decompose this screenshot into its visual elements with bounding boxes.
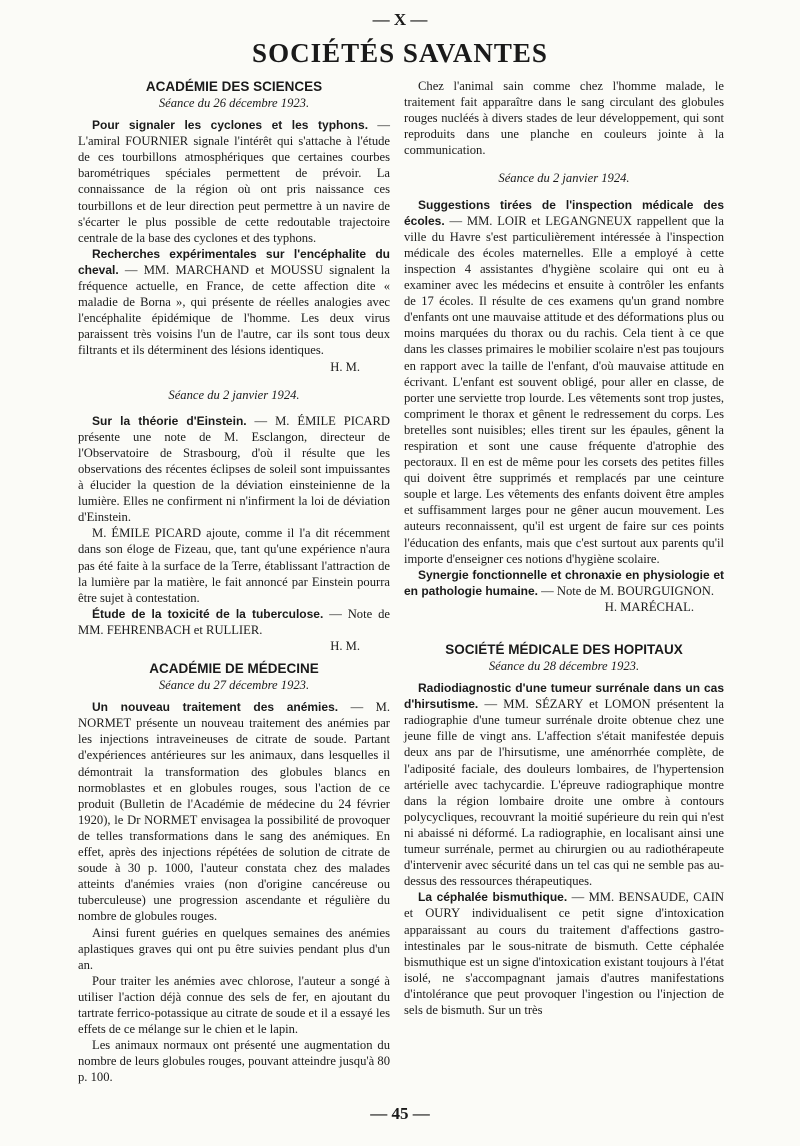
article-title: Suggestions tirées de l'inspection médicale des écoles.: [404, 197, 724, 228]
roman-page-number: — X —: [372, 10, 428, 29]
article-cephalee: [404, 889, 724, 1018]
article-radiodiagnostic: [404, 680, 724, 889]
left-column: [78, 78, 390, 1085]
right-column: [404, 78, 724, 1018]
article-body: — M. ÉMILE PICARD présente une note de M. Esclangon, directeur de l'Observatoire de Strasbourg, d'où il résulte que les observations des récentes éclipses de soleil sont impuissantes à élucider la question de la déviation einsteinienne de la lumière. Elles ne confirment ni n'infirment la loi de déviation d'Einstein.: [78, 413, 390, 525]
article-ecoles: [404, 197, 724, 567]
page-number: — 45 —: [370, 1104, 430, 1123]
section-heading-academie-sciences: ACADÉMIE DES SCIENCES: [145, 79, 323, 94]
article-body: — MM. BENSAUDE, CAIN et OURY individualisent ce petit signe d'intoxication apparaissant au cours du traitement d'affections gastro-intestinales par le sous-nitrate de bismuth. Cette céphalée bismuthique est un signe d'intoxication existant toujours à l'état isolé, ne s'accompagnant jamais d'autres manifestations d'intolérance que peut provoquer l'ingestion ou l'injection de sels de bismuth. Sur un très: [404, 890, 724, 1017]
article-title: Un nouveau traitement des anémies.: [92, 700, 339, 715]
article-title: Pour signaler les cyclones et les typhons.: [92, 118, 369, 133]
article-body: — Note de M. BOURGUIGNON.: [538, 583, 714, 598]
signature: H. M.: [330, 359, 360, 374]
article-body: — M. NORMET présente un nouveau traitement des anémies par les injections intraveineuses de citrate de soude. Partant d'expériences antérieures sur les animaux, dans lesquelles il démontrait la transformation des globules blancs en normoblastes et en globules rouges, sous l'action de ce produit (Bulletin de l'Académie de médecine du 24 février 1920), le Dr NORMET envisagea la possibilité de provoquer de telles transformations dans le sang des anémiques. En effet, après des injections répétées de solution de citrate de soude à 30 p. 1000, l'auteur constata chez des malades atteints d'anémies vraies (non d'origine cancéreuse ou tuberculeuse) une progression ascendante et régulière du nombre de globules rouges.: [78, 700, 390, 924]
article-cheval: [78, 246, 390, 359]
article-anemies-continued: Chez l'animal sain comme chez l'homme malade, le traitement fait apparaître dans le sang circulant des globules rouges nucléés à divers stades de leur développement, qui sont reproduits dans une planche en couleurs jointe à la communication.: [404, 79, 724, 158]
article-title: La céphalée bismuthique.: [418, 890, 568, 905]
article-anemies-p4: Les animaux normaux ont présenté une augmentation du nombre de leurs globules rouges, pouvant atteindre jusqu'à 80 p. 100.: [78, 1038, 390, 1085]
article-title: Étude de la toxicité de la tuberculose.: [92, 606, 324, 621]
article-synergie: [404, 567, 724, 599]
article-body: — Note de MM. FEHRENBACH et RULLIER.: [78, 606, 390, 637]
article-anemies-p2: Ainsi furent guéries en quelques semaines des anémies aplastiques graves qui ont pu être suivies pendant plus d'un an.: [78, 925, 390, 972]
seance-date: Séance du 28 décembre 1923.: [488, 659, 640, 673]
page-title: SOCIÉTÉS SAVANTES: [252, 38, 548, 68]
section-heading-societe-hopitaux: SOCIÉTÉ MÉDICALE DES HOPITAUX: [445, 642, 683, 657]
article-tuberculose: [78, 606, 390, 638]
article-body: — MM. LOIR et LEGANGNEUX rappellent que la ville du Havre s'est particulièrement intéressée à l'inspection médicale des écoles maternelles. Elle a employé à cette inspection 4 assistantes d'hygiène scolaire qui ont eu à examiner avec les médecins et ensuite à contrôler les enfants de 17 écoles. Il résulte de ces examens qu'un grand nombre d'enfants ont une mauvaise attitude et des déformations plus ou moins marquées du thorax ou du rachis. Cela tient à ce que dans les classes primaires le mobilier scolaire n'est pas toujours en rapport avec la taille de l'enfant, d'où mauvaise attitude en écrivant. L'enfant est souvent obligé, pour aller en classe, de porter une serviette trop lourde. Les vêtements sont trop justes, compriment le thorax et gênent le redressement du corps. Les bretelles sont nuisibles; elles tirent sur les épaules, gênent la respiration et sont une cause fréquente d'atrophie des pectoraux. Il en est de même pour les corsets des petites filles qui doivent être supprimés et remplacés par une ceinture souple et large. Les vêtements des enfants doivent être amples et suffisamment larges pour ne gêner aucun mouvement. Les auteurs reconnaissent, qu'il est urgent de faire sur ces points l'éducation des enfants, mais que c'est surtout aux parents qu'il importe d'enseigner ces notions d'hygiène scolaire.: [404, 213, 724, 566]
article-title: Recherches expérimentales sur l'encéphalite du cheval.: [78, 246, 390, 277]
seance-date: Séance du 2 janvier 1924.: [498, 171, 630, 186]
article-cyclones: [78, 117, 390, 246]
seance-date: Séance du 27 décembre 1923.: [158, 678, 310, 693]
article-anemies: [78, 699, 390, 924]
section-heading-academie-medecine: ACADÉMIE DE MÉDECINE: [149, 661, 319, 677]
article-einstein: [78, 413, 390, 526]
article-body: — MM. MARCHAND et MOUSSU signalent la fréquence actuelle, en France, de cette affection dite « maladie de Borna », qui présente de réelles analogies avec l'encéphalite épidémique de l'homme. Les deux virus paraissent très voisins l'un de l'autre, car ils sont tous deux filtrants et ils déterminent des lésions identiques.: [78, 262, 390, 358]
article-title: Radiodiagnostic d'une tumeur surrénale dans un cas d'hirsutisme.: [404, 681, 724, 712]
article-title: Sur la théorie d'Einstein.: [92, 413, 247, 428]
article-body: — MM. SÉZARY et LOMON présentent la radiographie d'une tumeur surrénale droite obtenue chez une jeune fille de vingt ans. L'affection s'était manifestée depuis deux ans par de l'hirsutisme, une aménorrhée complète, de l'adiposité faciale, des douleurs lombaires, de l'hypertension artérielle avec tachycardie. L'épreuve radiographique montre dans la région lombaire droite une ombre à contours polycycliques, recouvrant la moitié supérieure du rein qui n'est ni abaissé ni déformé. La radiographie, en localisant ainsi une tumeur surrénale, permet au chirurgien ou au radiothérapeute d'intervenir avec sécurité dans un tel cas qui ne semble pas au-dessus des ressources thérapeutiques.: [404, 697, 724, 889]
seance-date: Séance du 26 décembre 1923.: [158, 96, 310, 110]
seance-date: Séance du 2 janvier 1924.: [168, 387, 300, 402]
article-body: — L'amiral FOURNIER signale l'intérêt qui s'attache à l'étude de ces tourbillons atmosphériques que certaines courbes barométriques spéciales permettent de prévoir. La connaissance de la région où ont pris naissance ces tourbillons et de leur direction peut permettre à un navire de s'écarter le plus possible de cette redoutable trajectoire centrale de la base des cyclones et des typhons.: [78, 118, 390, 245]
article-einstein-continued: M. ÉMILE PICARD ajoute, comme il l'a dit récemment dans son éloge de Fizeau, que, tant qu'une expérience n'aura pas été faite à la surface de la Terre, établissant l'attraction de la lumière par la matière, le fait annoncé par Einstein pourra être sujet à contestation.: [78, 526, 390, 605]
article-title: Synergie fonctionnelle et chronaxie en physiologie et en pathologie humaine.: [404, 567, 724, 598]
signature: H. M.: [330, 639, 360, 653]
article-anemies-p3: Pour traiter les anémies avec chlorose, l'auteur a songé à utiliser l'action déjà connue des sels de fer, en ajoutant du tartrate ferrico-potassique au citrate de soude et il a essayé les effets de ce mélange sur le chien et le lapin.: [78, 973, 390, 1037]
signature: H. MARÉCHAL.: [604, 599, 694, 614]
